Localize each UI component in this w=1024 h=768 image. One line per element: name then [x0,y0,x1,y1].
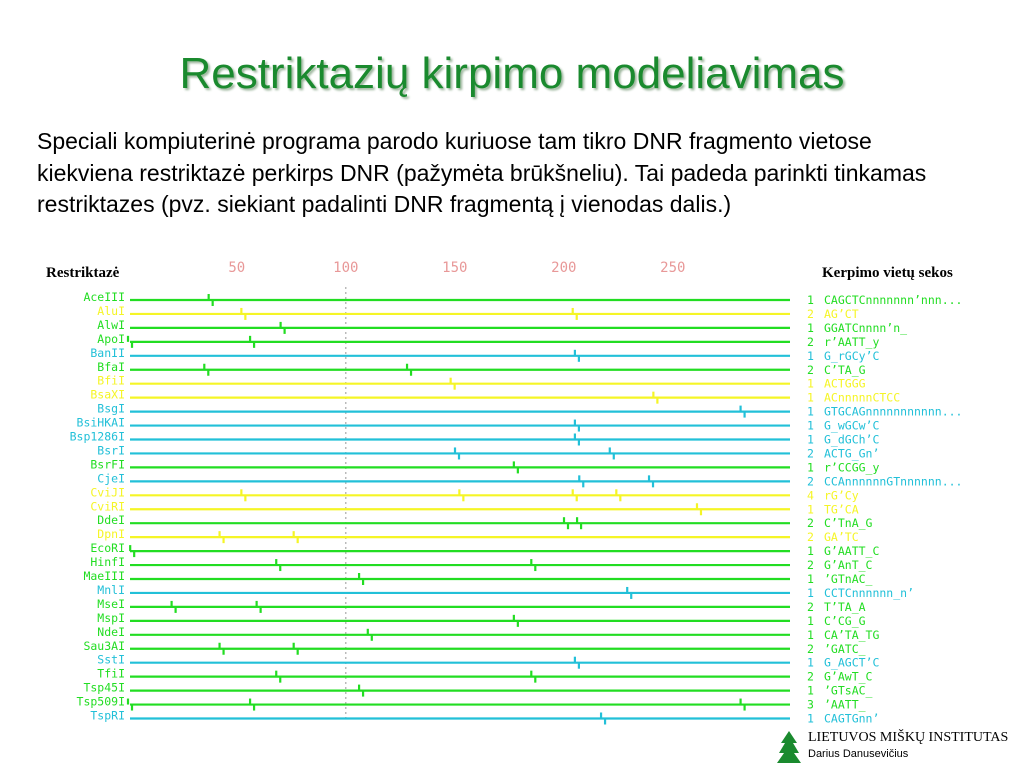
enzyme-name: NdeI [97,624,125,639]
recognition-sequence: ’GATC_ [824,641,866,656]
recognition-sequence: ’AATT_ [824,697,866,712]
enzyme-name: TspRI [90,708,125,723]
axis-tick-label: 250 [660,260,686,276]
cut-count: 2 [807,362,814,377]
sequence-column-header: Kerpimo vietų sekos [822,265,953,281]
recognition-sequence: TG’CA [824,502,859,517]
cut-count: 2 [807,641,814,656]
recognition-sequence: G_AGCT’C [824,655,880,670]
cut-count: 1 [807,613,814,628]
cut-count: 2 [807,599,814,614]
enzyme-name: MaeIII [83,569,125,583]
enzyme-name: AluI [97,303,125,318]
enzyme-name: MseI [97,596,125,611]
enzyme-name: ApoI [97,331,125,346]
enzyme-name: Sau3AI [83,638,125,653]
cut-count: 1 [807,585,814,600]
recognition-sequence: GGATCnnnn’n_ [824,320,908,335]
recognition-sequence: CCAnnnnnnGTnnnnnn... [824,474,963,489]
recognition-sequence: AG’CT [824,306,859,321]
enzyme-name: BsrI [97,443,125,458]
enzyme-name: TfiI [97,666,125,681]
enzyme-name: DdeI [97,513,125,528]
cut-count: 4 [807,488,814,503]
cut-count: 2 [807,558,814,573]
cut-count: 1 [807,460,814,475]
enzyme-name: BsaXI [90,387,125,402]
cut-count: 1 [807,544,814,559]
cut-count: 1 [807,627,814,642]
enzyme-name: HinfI [90,555,125,570]
cut-count: 1 [807,711,814,726]
recognition-sequence: CA’TA_TG [824,627,880,642]
cut-count: 1 [807,502,814,517]
cut-count: 2 [807,530,814,545]
recognition-sequence: ACTGGG [824,376,866,391]
cut-count: 2 [807,669,814,684]
enzyme-name: BsiHKAI [76,415,125,430]
cut-count: 2 [807,306,814,321]
enzyme-name: BfiI [97,373,125,388]
recognition-sequence: CAGTGnn’ [824,711,880,726]
cut-count: 1 [807,404,814,419]
recognition-sequence: T’TA_A [824,599,866,614]
recognition-sequence: C’CG_G [824,613,866,628]
cut-count: 1 [807,293,814,307]
enzyme-name: BanII [90,345,125,360]
recognition-sequence: ’GTsAC_ [824,683,873,698]
enzyme-name: DpnI [97,527,125,542]
enzyme-name: AlwI [97,317,125,332]
enzyme-name: BfaI [97,359,125,374]
recognition-sequence: G_wGCw’C [824,418,880,433]
recognition-sequence: ’GTnAC_ [824,572,873,586]
cut-count: 1 [807,683,814,698]
cut-count: 1 [807,572,814,586]
recognition-sequence: rG’Cy [824,488,859,503]
organization-name: LIETUVOS MIŠKŲ INSTITUTAS [808,730,1009,745]
cut-count: 2 [807,334,814,349]
axis-tick-label: 200 [551,260,577,276]
enzyme-column-header: Restriktazė [46,265,120,281]
cut-count: 1 [807,376,814,391]
axis-tick-label: 150 [442,260,468,276]
enzyme-name: SstI [97,652,125,667]
recognition-sequence: G’AATT_C [824,544,880,559]
recognition-sequence: GA’TC [824,530,859,545]
recognition-sequence: CCTCnnnnnn_n’ [824,585,915,600]
enzyme-name: AceIII [83,290,125,304]
enzyme-name: CviRI [90,499,125,514]
enzyme-name: EcoRI [90,541,125,556]
recognition-sequence: C’TA_G [824,362,866,377]
recognition-sequence: C’TnA_G [824,516,873,531]
recognition-sequence: G’AwT_C [824,669,873,684]
author-name: Darius Danusevičius [808,748,909,760]
cut-count: 1 [807,390,814,405]
cut-count: 1 [807,348,814,363]
enzyme-name: MspI [97,610,125,625]
recognition-sequence: G_rGCy’C [824,348,880,363]
cut-count: 1 [807,418,814,433]
cut-count: 2 [807,474,814,489]
enzyme-name: Tsp509I [76,694,125,709]
axis-tick-label: 100 [333,260,359,276]
enzyme-name: MnlI [97,582,125,597]
recognition-sequence: G’AnT_C [824,558,873,573]
intro-paragraph: Speciali kompiuterinė programa parodo kuriuose tam tikro DNR fragmento vietose kiekviena restriktazė perkirps DNR (pažymėta brūkšneliu). Tai padeda parinkti tinkamas restriktazes (pvz. siekiant padalinti DNR fragmentą į vienodas dalis.) [37,128,927,217]
enzyme-name: BsrFI [90,457,125,472]
recognition-sequence: GTGCAGnnnnnnnnnnn... [824,404,963,419]
cut-count: 2 [807,446,814,461]
recognition-sequence: r’CCGG_y [824,460,880,475]
axis-tick-label: 50 [228,260,246,276]
cut-count: 1 [807,320,814,335]
recognition-sequence: CAGCTCnnnnnnn’nnn... [824,293,963,307]
enzyme-name: CjeI [97,471,125,486]
recognition-sequence: r’AATT_y [824,334,880,349]
enzyme-name: Tsp45I [83,680,125,695]
cut-count: 3 [807,697,814,712]
cut-count: 1 [807,432,814,447]
slide-title: Restriktazių kirpimo modeliavimas [179,49,845,98]
enzyme-name: Bsp1286I [69,429,125,444]
enzyme-name: BsgI [97,401,125,416]
recognition-sequence: ACnnnnnCTCC [824,390,901,405]
recognition-sequence: ACTG_Gn’ [824,446,880,461]
cut-count: 2 [807,516,814,531]
enzyme-name: CviJI [90,485,125,500]
recognition-sequence: G_dGCh’C [824,432,880,447]
cut-count: 1 [807,655,814,670]
